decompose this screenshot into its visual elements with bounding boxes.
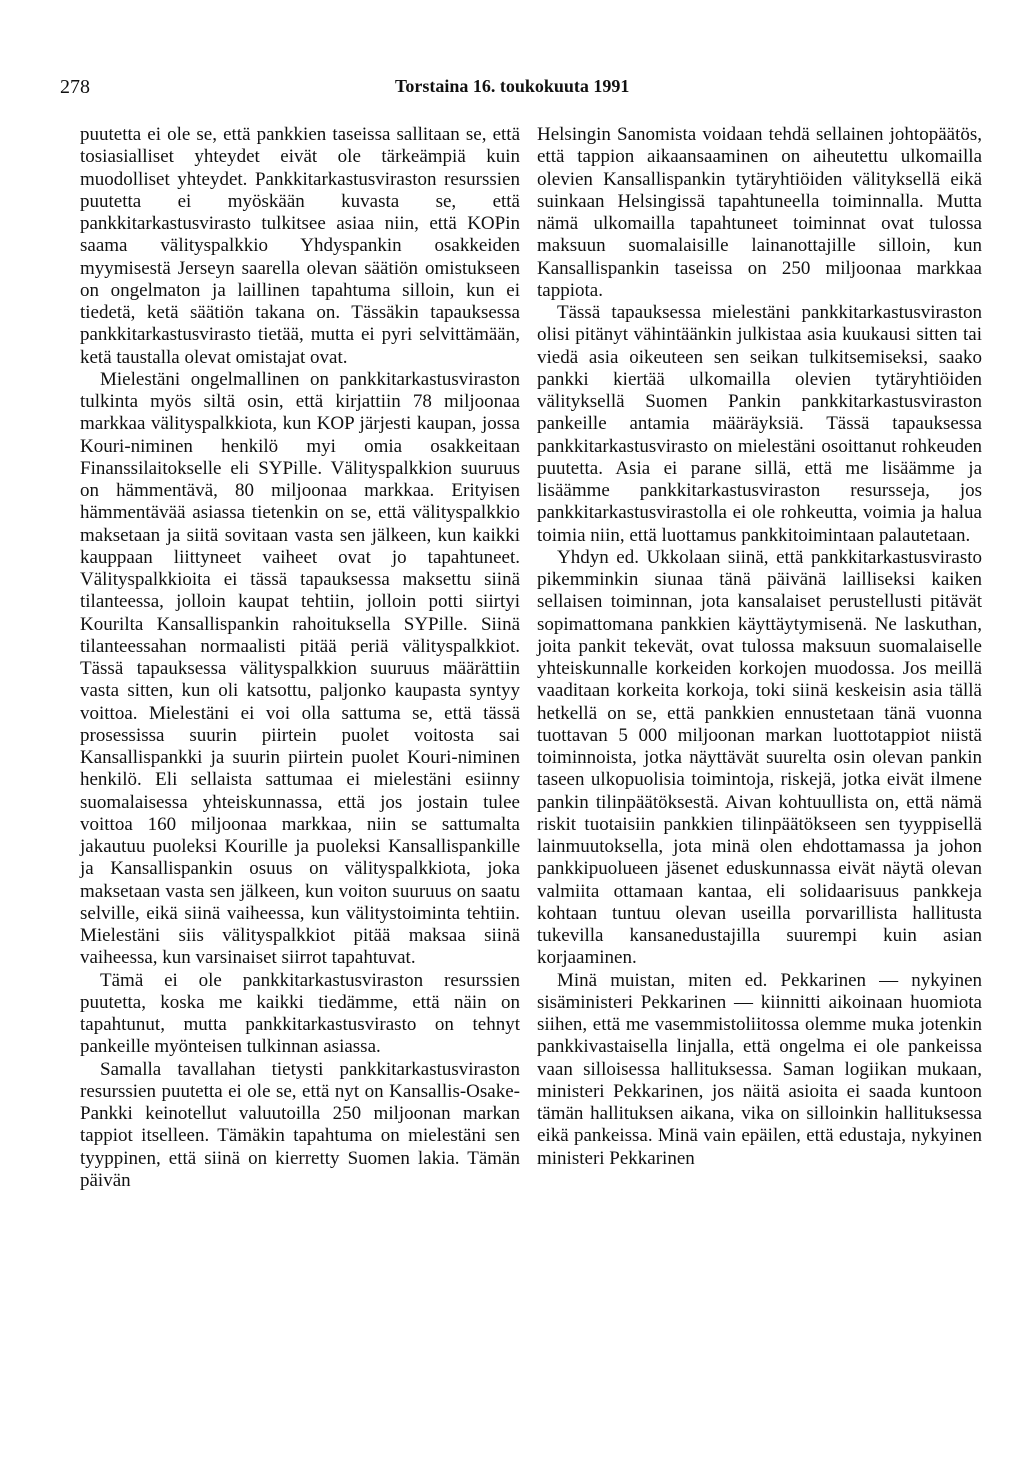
paragraph: puutetta ei ole se, että pankkien taseissa sallitaan se, että tosiasialliset yhteydet eivät ole tärkeämpiä kuin muodolliset yhteydet. Pankkitarkastusviraston resurssien puutetta ei myöskään kuvasta se, että pankkitarkastusvirasto tulkitsee asiaa niin, että KOPin saama välityspalkkio Yhdyspankin osakkeiden myymisestä Jerseyn saarella olevan säätiön omistukseen on ongelmaton ja laillinen tapahtuma silloin, kun ei tiedetä, ketä säätiön takana on. Tässäkin tapauksessa pankkitarkastusvirasto tietää, mutta ei pyri selvittämään, ketä taustalla olevat omistajat ovat. bbox=[80, 124, 520, 368]
page-number: 278 bbox=[60, 76, 90, 98]
paragraph: Yhdyn ed. Ukkolaan siinä, että pankkitarkastusvirasto pikemminkin siunaa tänä päivänä lailliseksi kaiken sellaisen toiminnan, jota kansalaiset perustellusti pitävät sopimattomana pankkien käyttäytymisenä. Ne laskuthan, joita pankit tekevät, ovat tulossa maksuun suomalaiselle yhteiskunnalle korkeiden korkojen muodossa. Jos meillä vaaditaan korkeita korkoja, toki siinä keskeisin asia tällä hetkellä on se, että pankkien ennustetaan tänä vuonna tuottavan 5 000 miljoonan markan luottotappiot niistä toiminnoista, jotka näyttävät suurelta osin olevan pankin taseen ulkopuolisia toimintoja, riskejä, jotka eivät ilmene pankin tilinpäätöksestä. Aivan kohtuullista on, että nämä riskit tuotaisiin pankkien tilinpäätökseen sen tyyppisellä lainmuutoksella, jota minä olen ehdottamassa ja johon pankkipuolueen jäsenet eduskunnassa eivät näytä olevan valmiita ottamaan kantaa, eli solidaarisuus pankkeja kohtaan tuntuu olevan useilla porvarillista hallitusta tukevilla kansanedustajilla suurempi kuin asian korjaaminen. bbox=[537, 546, 982, 969]
paragraph: Samalla tavallahan tietysti pankkitarkastusviraston resurssien puutetta ei ole se, että nyt on Kansallis-Osake-Pankki keinotellut valuutoilla 250 miljoonan markan tappiot itselleen. Tämäkin tapahtuma on mielestäni sen tyyppinen, että siinä on kierretty Suomen lakia. Tämän päivän bbox=[80, 1058, 520, 1191]
paragraph: Helsingin Sanomista voidaan tehdä sellainen johtopäätös, että tappion aikaansaaminen on aiheutettu ulkomailla olevien Kansallispankin tytäryhtiöiden välityksellä eikä suinkaan Helsingissä tapahtuneella toiminnalla. Mutta nämä ulkomailla tapahtuneet toiminnat ovat tulossa maksuun suomalaisille lainanottajille silloin, kun Kansallispankin taseissa on 250 miljoonaa markkaa tappiota. bbox=[537, 124, 982, 301]
running-header: Torstaina 16. toukokuuta 1991 bbox=[395, 76, 630, 96]
right-column bbox=[537, 124, 982, 1170]
paragraph: Tässä tapauksessa mielestäni pankkitarkastusviraston olisi pitänyt vähintäänkin julkistaa asia kuukausi sitten tai viedä asia oikeuteen sen seikan tulkitsemiseksi, saako pankki kiertää ulkomailla olevien tytäryhtiöiden välityksellä Suomen Pankin pankkitarkastusviraston pankeille antamia määräyksiä. Tässä tapauksessa pankkitarkastusvirasto on mielestäni osoittanut rohkeuden puutetta. Asia ei parane sillä, että me lisäämme ja lisäämme pankkitarkastusviraston resursseja, jos pankkitarkastusvirastolla ei ole rohkeutta, voimia ja halua toimia niin, että luottamus pankkitoimintaan palautetaan. bbox=[537, 302, 982, 546]
paragraph: Minä muistan, miten ed. Pekkarinen — nykyinen sisäministeri Pekkarinen — kiinnitti aikoinaan huomiota siihen, että me vasemmistoliitossa olemme muka jotenkin pankkivastaisella linjalla, että ongelma ei ole pankeissa vaan silloisessa hallituksessa. Saman logiikan mukaan, ministeri Pekkarinen, jos näitä asioita ei saada kuntoon tämän hallituksen aikana, vika on silloinkin hallituksessa eikä pankeissa. Minä vain epäilen, että edustaja, nykyinen ministeri Pekkarinen bbox=[537, 969, 982, 1169]
paragraph: Mielestäni ongelmallinen on pankkitarkastusviraston tulkinta myös siltä osin, että kirjattiin 78 miljoonaa markkaa välityspalkkiota, kun KOP järjesti kaupan, jossa Kouri-niminen henkilö myi omia osakkeitaan Finanssilaitokselle eli SYPille. Välityspalkkion suuruus on hämmentävä, 80 miljoonaa markkaa. Erityisen hämmentävää asiassa tietenkin on se, että välityspalkkio maksetaan ja siitä sovitaan vasta sen jälkeen, kun kaikki kauppaan liittyneet vaiheet ovat jo tapahtuneet. Välityspalkkioita ei tässä tapauksessa maksettu siinä tilanteessa, jolloin kaupat tehtiin, jolloin potti siirtyi Kourilta Kansallispankin rahoituksella SYPille. Siinä tilanteessahan normaalisti pitää periä välityspalkkiot. Tässä tapauksessa välityspalkkion suuruus määrättiin vasta sitten, kun oli katsottu, paljonko kaupasta syntyy voittoa. Mielestäni ei voi olla sattuma se, että tässä prosessissa suurin piirtein puolet voitosta sai Kansallispankki ja suurin piirtein puolet Kouri-niminen henkilö. Eli sellaista sattumaa ei mielestäni esiinny suomalaisessa yhteiskunnassa, että jos jostain tulee voittoa 160 miljoonaa markkaa, niin se sattumalta jakautuu puoleksi Kourille ja puoleksi Kansallispankille ja Kansallispankin osuus on välityspalkkiota, joka maksetaan vasta sen jälkeen, kun voiton suuruus on saatu selville, eikä siinä vaiheessa, kun välitystoiminta tehtiin. Mielestäni siis välityspalkkiot pitää maksaa siinä vaiheessa, kun varsinaiset siirrot tapahtuvat. bbox=[80, 368, 520, 969]
paragraph: Tämä ei ole pankkitarkastusviraston resurssien puutetta, koska me kaikki tiedämme, että näin on tapahtunut, mutta pankkitarkastusvirasto on tehnyt pankeille myönteisen tulkinnan asiassa. bbox=[80, 969, 520, 1058]
left-column bbox=[80, 124, 520, 1192]
